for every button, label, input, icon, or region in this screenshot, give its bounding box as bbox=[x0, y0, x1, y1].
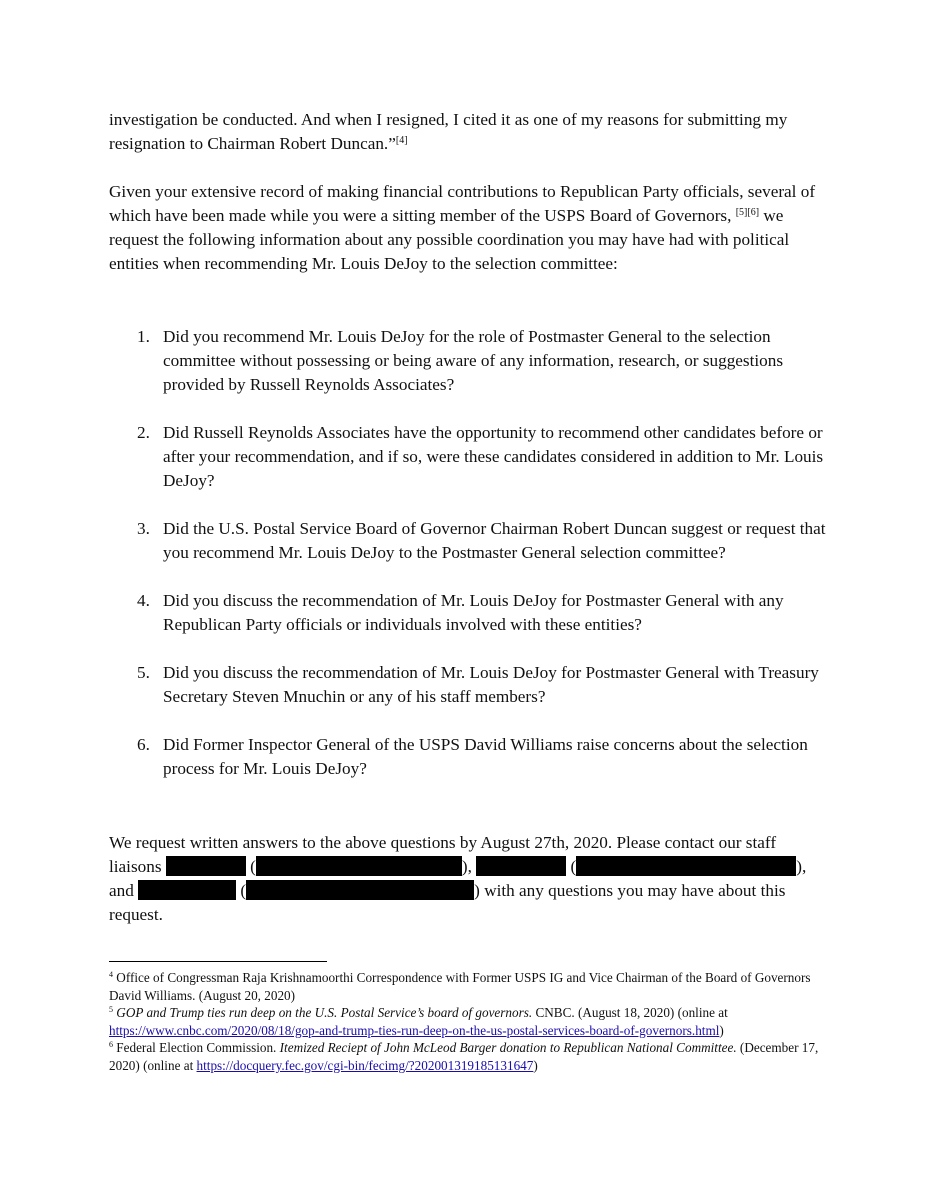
paragraph-contributions bbox=[109, 180, 829, 276]
footnote-4 bbox=[109, 969, 829, 1004]
question-text: Did the U.S. Postal Service Board of Governor Chairman Robert Duncan suggest or request that you recommend Mr. Louis DeJoy to the Postmaster General selection committee? bbox=[163, 519, 826, 562]
footnote-publisher: CNBC. (August 18, 2020) (online at bbox=[535, 1005, 728, 1021]
paragraph-request bbox=[109, 831, 829, 927]
close-paren: ), bbox=[461, 857, 472, 876]
footnote-ref-5-6[interactable]: [5][6] bbox=[735, 207, 760, 218]
question-item bbox=[109, 421, 829, 493]
open-paren: ( bbox=[250, 857, 256, 876]
footnote-title: Itemized Reciept of John McLeod Barger donation to Republican National Committee. bbox=[279, 1040, 737, 1056]
footnotes bbox=[109, 969, 829, 1075]
question-number: 3. bbox=[137, 519, 150, 538]
question-item bbox=[109, 517, 829, 565]
footnote-divider bbox=[109, 961, 327, 962]
redacted-email-3 bbox=[246, 880, 474, 900]
footnote-link[interactable]: https://www.cnbc.com/2020/08/18/gop-and-trump-ties-run-deep-on-the-us-postal-services-board-of-governors.html bbox=[109, 1022, 720, 1038]
question-text: Did Russell Reynolds Associates have the opportunity to recommend other candidates before or after your recommendation, and if so, were these candidates considered in addition to Mr. Louis DeJoy? bbox=[163, 423, 824, 490]
question-item bbox=[109, 733, 829, 781]
question-number: 5. bbox=[137, 663, 150, 682]
footnote-text: Office of Congressman Raja Krishnamoorthi Correspondence with Former USPS IG and Vice Chairman of the Board of Governors David Williams. (August 20, 2020) bbox=[109, 970, 811, 1003]
footnote-ref-4[interactable]: [4] bbox=[395, 135, 408, 146]
paragraph-contributions-text-a: Given your extensive record of making financial contributions to Republican Party officials, several of which have been made while you were a sitting member of the USPS Board of Governors, bbox=[109, 182, 816, 225]
question-number: 1. bbox=[137, 327, 150, 346]
question-text: Did you discuss the recommendation of Mr. Louis DeJoy for Postmaster General with any Republican Party officials or individuals involved with these entities? bbox=[163, 591, 784, 634]
footnote-close: ) bbox=[533, 1057, 538, 1073]
redacted-email-1 bbox=[256, 856, 462, 876]
question-number: 4. bbox=[137, 591, 150, 610]
question-item bbox=[109, 325, 829, 397]
paragraph-resignation-text: investigation be conducted. And when I resigned, I cited it as one of my reasons for submitting my resignation to Chairman Robert Duncan.” bbox=[109, 110, 788, 153]
question-item bbox=[109, 661, 829, 709]
footnote-title: GOP and Trump ties run deep on the U.S. Postal Service’s board of governors. bbox=[116, 1005, 533, 1021]
redacted-email-2 bbox=[576, 856, 796, 876]
question-text: Did Former Inspector General of the USPS David Williams raise concerns about the selection process for Mr. Louis DeJoy? bbox=[163, 735, 808, 778]
footnote-org: Federal Election Commission. bbox=[116, 1040, 277, 1056]
question-list bbox=[109, 325, 829, 805]
paragraph-request-text-a: We request written answers to the above questions by August 27th, 2020. Please contact our staff liaisons bbox=[109, 833, 777, 876]
question-number: 6. bbox=[137, 735, 150, 754]
redacted-name-1 bbox=[166, 856, 246, 876]
question-text: Did you discuss the recommendation of Mr. Louis DeJoy for Postmaster General with Treasury Secretary Steven Mnuchin or any of his staff members? bbox=[163, 663, 819, 706]
close-paren: ), bbox=[796, 857, 807, 876]
footnote-close: ) bbox=[719, 1022, 724, 1038]
redacted-name-2 bbox=[476, 856, 566, 876]
footnote-5 bbox=[109, 1004, 829, 1039]
close-paren: ) bbox=[474, 881, 480, 900]
footnote-link[interactable]: https://docquery.fec.gov/cgi-bin/fecimg/?202001319185131647 bbox=[196, 1057, 534, 1073]
question-number: 2. bbox=[137, 423, 150, 442]
footnote-number: 5 bbox=[109, 1005, 113, 1015]
footnote-number: 4 bbox=[109, 970, 113, 979]
redacted-name-3 bbox=[138, 880, 236, 900]
open-paren: ( bbox=[240, 881, 247, 900]
footnote-number: 6 bbox=[109, 1040, 113, 1050]
paragraph-resignation bbox=[109, 108, 829, 156]
open-paren: ( bbox=[570, 857, 577, 876]
question-item bbox=[109, 589, 829, 637]
paragraph-contributions-text-b: we request the following information about any possible coordination you may have had with political entities when recommending Mr. Louis DeJoy to the selection committee: bbox=[109, 206, 790, 273]
and-word: and bbox=[109, 881, 134, 900]
paragraph-request-text-b: with any questions you may have about this request. bbox=[109, 881, 786, 924]
question-text: Did you recommend Mr. Louis DeJoy for the role of Postmaster General to the selection committee without possessing or being aware of any information, research, or suggestions provided by Russell Reynolds Associates? bbox=[163, 327, 784, 394]
footnote-publisher: (December 17, 2020) (online at bbox=[109, 1040, 819, 1073]
footnote-6 bbox=[109, 1039, 829, 1074]
